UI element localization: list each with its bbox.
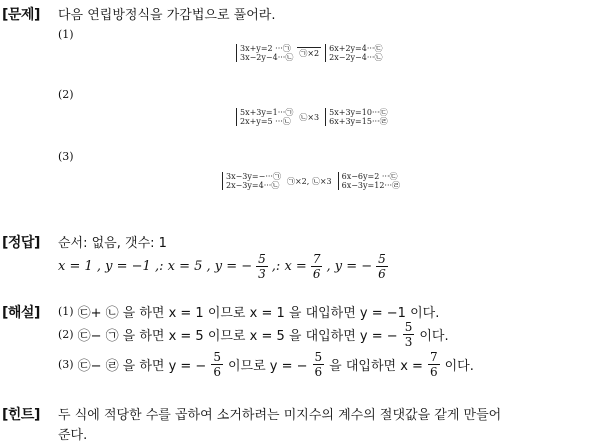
item-number: (3): [58, 358, 74, 371]
explanation-text: 을 하면 x = 1 이므로 x = 1 을 대입하면 y = −1 이다.: [122, 306, 440, 321]
item-1-systems: [236, 44, 382, 62]
numerator: 5: [404, 320, 413, 334]
answer-text: , y = −: [326, 259, 373, 274]
explanation-text: 을 대입하면 x =: [329, 359, 423, 374]
equation: 2x−3y=4···㉡: [226, 181, 280, 190]
fraction: [311, 252, 323, 281]
equation: 2x−2y−4···㉡: [329, 53, 383, 62]
explanation-line-2: [58, 320, 449, 349]
denominator: 6: [312, 267, 321, 281]
equation: 3x+y=2 ···㉠: [240, 44, 291, 53]
equation: 5x+3y=10···㉢: [329, 108, 388, 117]
item-1-right-system: [325, 44, 382, 62]
denominator: 6: [213, 365, 221, 379]
numerator: 5: [213, 350, 221, 364]
fraction: [256, 252, 268, 281]
equation: 6x+3y=15···㉣: [329, 117, 388, 126]
fraction: [211, 350, 223, 379]
equation: 2x+y=5 ···㉡: [240, 117, 291, 126]
denominator: 6: [378, 267, 386, 281]
hint-line-1: 두 식에 적당한 수를 곱하여 소거하려는 미지수의 계수의 절댓값을 같게 만들어: [58, 408, 502, 423]
expression: ㉢− ㉠: [77, 329, 119, 344]
item-3-operation: ㉠×2, ㉡×3: [286, 176, 332, 186]
item-number: (2): [58, 328, 74, 341]
problem-tag: [문제]: [2, 7, 40, 23]
explanation-line-1: [58, 302, 439, 321]
equation: 3x−2y−4···㉡: [240, 53, 294, 62]
equation: 6x+2y=4···㉢: [329, 44, 383, 53]
explanation-text: 이다.: [444, 359, 474, 374]
denominator: 6: [314, 365, 323, 379]
hint-tag: [힌트]: [2, 407, 40, 423]
item-2-right-system: [325, 108, 387, 126]
answer-text: ,: x =: [271, 259, 307, 274]
answer-text: x = 1 , y = −1 ,: x = 5 , y = −: [58, 259, 253, 274]
fraction: [403, 320, 415, 349]
explanation-line-3: [58, 350, 474, 379]
explanation-text: 을 하면 x = 5 이므로 x = 5 을 대입하면 y = −: [122, 329, 398, 344]
equation: 6x−6y=2 ···㉢: [341, 172, 398, 181]
item-2-systems: [236, 108, 388, 126]
item-1-left-system: [236, 44, 293, 62]
expression: ㉢+ ㉡: [77, 306, 119, 321]
item-3-systems: [222, 172, 400, 190]
hint-line-2: 준다.: [58, 428, 88, 443]
explanation-tag: [해설]: [2, 305, 40, 321]
explanation-text: 을 하면 y = −: [122, 359, 207, 374]
equation: 3x−3y=−···㉠: [226, 172, 281, 181]
fraction: [376, 252, 388, 281]
explanation-text: 이므로 y = −: [227, 359, 308, 374]
equation: 6x−3y=12···㉣: [341, 181, 401, 190]
numerator: 5: [258, 252, 266, 266]
item-number: (1): [58, 305, 74, 318]
denominator: 3: [404, 335, 413, 349]
fraction: [428, 350, 440, 379]
item-2-label: (2): [58, 88, 74, 101]
fraction: [313, 350, 325, 379]
expression: ㉢− ㉣: [77, 359, 119, 374]
numerator: 5: [378, 252, 386, 266]
problem-instruction: 다음 연립방정식을 가감법으로 풀어라.: [58, 8, 276, 23]
item-2-left-system: [236, 108, 293, 126]
item-1-label: (1): [58, 28, 74, 41]
numerator: 7: [312, 252, 321, 266]
equation: 5x+3y=1···㉠: [240, 108, 294, 117]
denominator: 3: [258, 267, 266, 281]
answer-line-1: 순서: 없음, 갯수: 1: [58, 236, 167, 251]
numerator: 7: [429, 350, 438, 364]
item-3-label: (3): [58, 150, 74, 163]
answer-tag: [정답]: [2, 235, 40, 251]
item-3-left-system: [222, 172, 281, 190]
item-1-operation: ㉠×2: [299, 49, 320, 58]
item-3-right-system: [338, 172, 400, 190]
explanation-text: 이다.: [419, 329, 449, 344]
numerator: 5: [314, 350, 323, 364]
answer-line-2: [58, 252, 389, 281]
item-2-operation: ㉡×3: [299, 112, 320, 122]
denominator: 6: [429, 365, 438, 379]
